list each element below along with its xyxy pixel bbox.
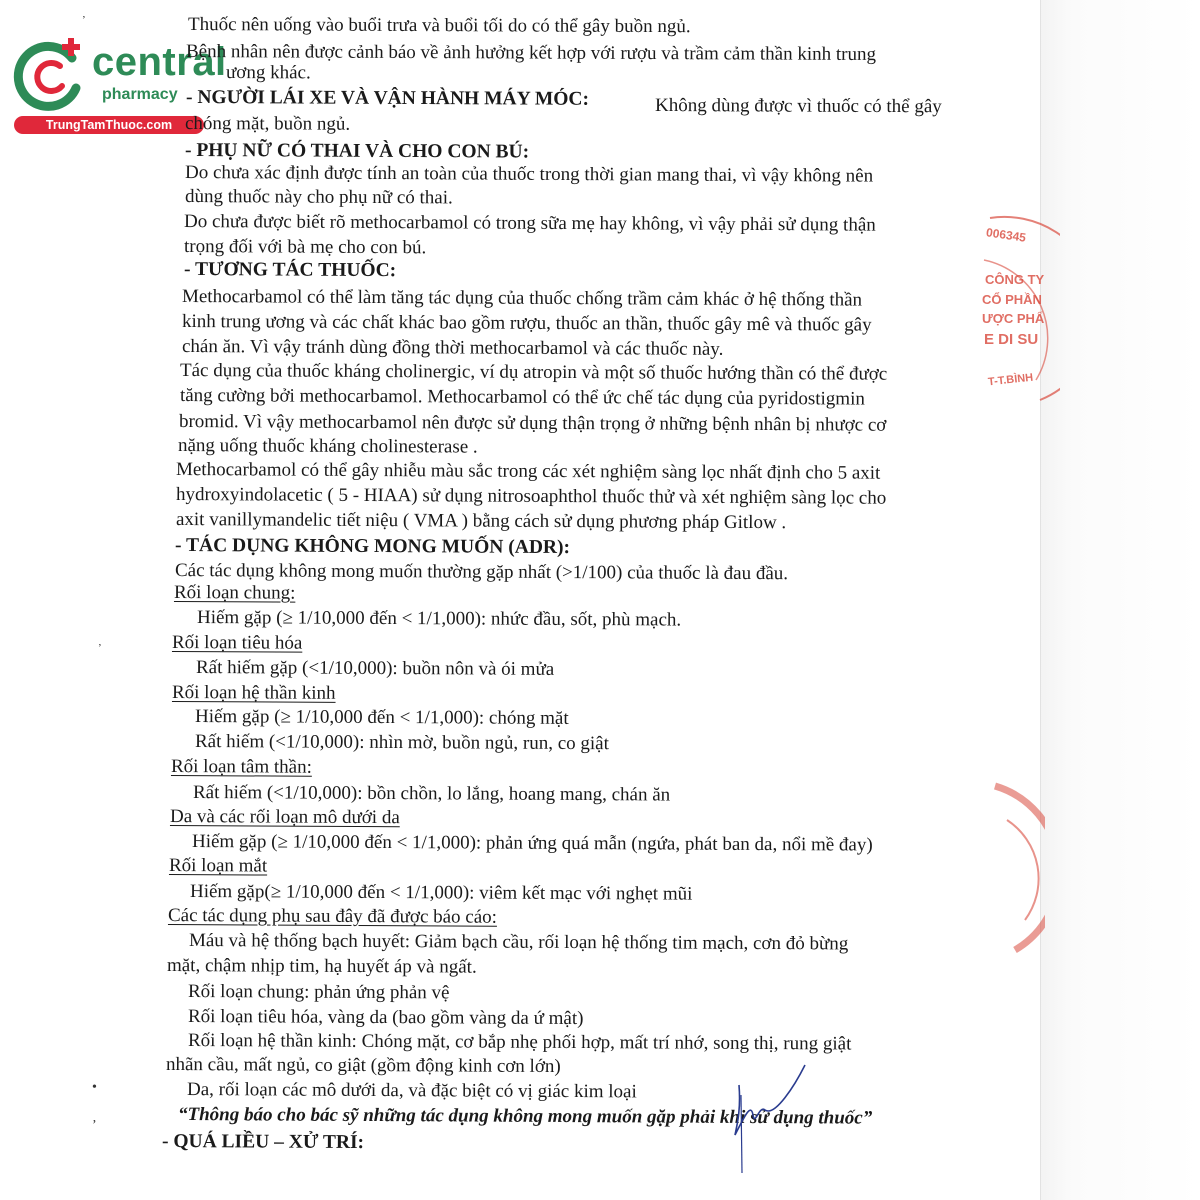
- text-line: bromid. Vì vậy methocarbamol nên được sử dụng thận trọng ở những bệnh nhân bị nhược cơ: [178, 411, 887, 436]
- section-heading-overdose: - QUÁ LIỀU – XỬ TRÍ:: [161, 1131, 365, 1154]
- text-line: chóng mặt, buồn ngủ.: [184, 113, 351, 135]
- stamp-text-line: CÔNG TY: [985, 272, 1045, 287]
- section-heading-adr: - TÁC DỤNG KHÔNG MONG MUỐN (ADR):: [174, 535, 571, 559]
- text-line: axit vanillymandelic tiết niệu ( VMA ) bằng cách sử dụng phương pháp Gitlow .: [175, 509, 787, 534]
- section-heading-pregnancy: - PHỤ NỮ CÓ THAI VÀ CHO CON BÚ:: [184, 140, 530, 163]
- text-line: Rất hiếm (<1/10,000): nhìn mờ, buồn ngủ, run, co giật: [194, 731, 609, 755]
- text-line: Máu và hệ thống bạch huyết: Giảm bạch cầu, rối loạn hệ thống tim mạch, cơn đỏ bừng: [188, 930, 849, 955]
- text-line: Do chưa xác định được tính an toàn của thuốc trong thời gian mang thai, vì vậy không nên: [184, 162, 874, 187]
- text-line: Tác dụng của thuốc kháng cholinergic, ví dụ atropin và một số thuốc hướng thần có thể được: [179, 360, 888, 385]
- text-line: tăng cường bởi methocarbamol. Methocarbamol có thể ức chế tác dụng của pyridostigmin: [179, 385, 865, 410]
- text-line: nhãn cầu, mất ngủ, co giật (gồm động kinh cơn lớn): [165, 1054, 561, 1078]
- text-line: Hiếm gặp (≥ 1/10,000 đến < 1/1,000): nhức đầu, sốt, phù mạch.: [196, 607, 682, 631]
- stamp-text-line: E DI SU: [984, 331, 1039, 348]
- page-edge-shadow: [1040, 0, 1200, 1200]
- text-line: dùng thuốc này cho phụ nữ có thai.: [184, 186, 453, 209]
- text-line: Hiếm gặp(≥ 1/10,000 đến < 1/1,000): viêm kết mạc với nghẹt mũi: [189, 881, 693, 905]
- text-line: kinh trung ương và các chất khác bao gồm rượu, thuốc an thần, thuốc gây mê và thuốc gây: [181, 311, 872, 336]
- stamp-text-line: T-T.BÌNH: [987, 371, 1034, 389]
- logo-subtitle: pharmacy: [102, 86, 178, 103]
- text-line: Da, rối loạn các mô dưới da, và đặc biệt có vị giác kim loại: [186, 1079, 637, 1103]
- text-line: Rất hiếm (<1/10,000): bồn chồn, lo lắng, hoang mang, chán ăn: [192, 782, 671, 806]
- text-line: nặng uống thuốc kháng cholinesterase .: [177, 435, 478, 458]
- subheading-general: Rối loạn chung:: [173, 582, 296, 604]
- margin-mark: ʼ: [82, 14, 86, 26]
- section-heading-interactions: - TƯƠNG TÁC THUỐC:: [183, 259, 397, 282]
- subheading-psychiatric: Rối loạn tâm thần:: [170, 756, 312, 778]
- margin-mark: ʼ: [92, 1118, 97, 1133]
- text-line: Do chưa được biết rõ methocarbamol có trong sữa mẹ hay không, vì vậy phải sử dụng thận: [183, 211, 876, 236]
- subheading-reported: Các tác dụng phụ sau đây đã được báo cáo:: [167, 905, 498, 928]
- text-line: Bệnh nhân nên được cảnh báo về ảnh hưởng kết hợp với rượu và trầm cảm thần kinh trung: [185, 41, 877, 66]
- text-line: ương khác.: [225, 62, 311, 84]
- text-line: Hiếm gặp (≥ 1/10,000 đến < 1/1,000): chóng mặt: [194, 706, 569, 729]
- text-line: mặt, chậm nhịp tim, hạ huyết áp và ngất.: [166, 955, 477, 978]
- signature-icon: [725, 1055, 835, 1180]
- text-line: Rối loạn tiêu hóa, vàng da (bao gồm vàng da ứ mật): [187, 1006, 584, 1030]
- text-line: Không dùng được vì thuốc có thể gây: [654, 95, 942, 118]
- text-line: Các tác dụng không mong muốn thường gặp nhất (>1/100) của thuốc là đau đầu.: [174, 560, 789, 585]
- subheading-nervous: Rối loạn hệ thần kinh: [171, 682, 336, 704]
- text-line: Thuốc nên uống vào buổi trưa và buổi tối do có thể gây buồn ngủ.: [187, 14, 691, 38]
- notice-quote: “Thông báo cho bác sỹ những tác dụng không mong muốn gặp phải khi sử dụng thuốc”: [177, 1104, 873, 1129]
- text-line: Hiếm gặp (≥ 1/10,000 đến < 1/1,000): phản ứng quá mẫn (ngứa, phát ban da, nổi mề đay): [191, 831, 873, 856]
- text-line: Rối loạn hệ thần kinh: Chóng mặt, cơ bắp nhẹ phối hợp, mất trí nhớ, song thị, rung giật: [187, 1030, 852, 1055]
- subheading-skin: Da và các rối loạn mô dưới da: [169, 806, 400, 829]
- text-line: chán ăn. Vì vậy tránh dùng đồng thời methocarbamol và các thuốc này.: [181, 336, 724, 360]
- second-stamp-seal-icon: [985, 780, 1045, 960]
- margin-mark: ʼ: [98, 642, 102, 654]
- margin-mark: •: [92, 1080, 97, 1095]
- text-line: Methocarbamol có thể gây nhiễu màu sắc trong các xét nghiệm sàng lọc nhất định cho 5 axit: [175, 459, 881, 484]
- stamp-text-line: CỔ PHẦN: [982, 292, 1042, 307]
- text-line: Methocarbamol có thể làm tăng tác dụng của thuốc chống trầm cảm khác ở hệ thống thần: [181, 286, 863, 311]
- logo-brand-name: central: [92, 40, 227, 84]
- text-line: trọng đối với bà mẹ cho con bú.: [183, 236, 427, 259]
- logo-site-banner: TrungTamThuoc.com: [14, 116, 204, 134]
- stamp-number: 006345: [985, 225, 1027, 245]
- subheading-digestive: Rối loạn tiêu hóa: [171, 632, 303, 654]
- section-heading-drivers: - NGƯỜI LÁI XE VÀ VẬN HÀNH MÁY MÓC:: [185, 87, 590, 110]
- subheading-eye: Rối loạn mắt: [168, 855, 268, 877]
- text-line: Rất hiếm gặp (<1/10,000): buồn nôn và ói mửa: [195, 657, 555, 680]
- text-line: hydroxyindolacetic ( 5 - HIAA) sử dụng nitrosoaphthol thuốc thử và xét nghiệm sàng lọc cho: [175, 484, 887, 509]
- page-edge-line: [1040, 0, 1041, 1200]
- text-line: Rối loạn chung: phản ứng phản vệ: [187, 981, 450, 1004]
- stamp-text-line: ƯỢC PHẨ: [982, 311, 1045, 326]
